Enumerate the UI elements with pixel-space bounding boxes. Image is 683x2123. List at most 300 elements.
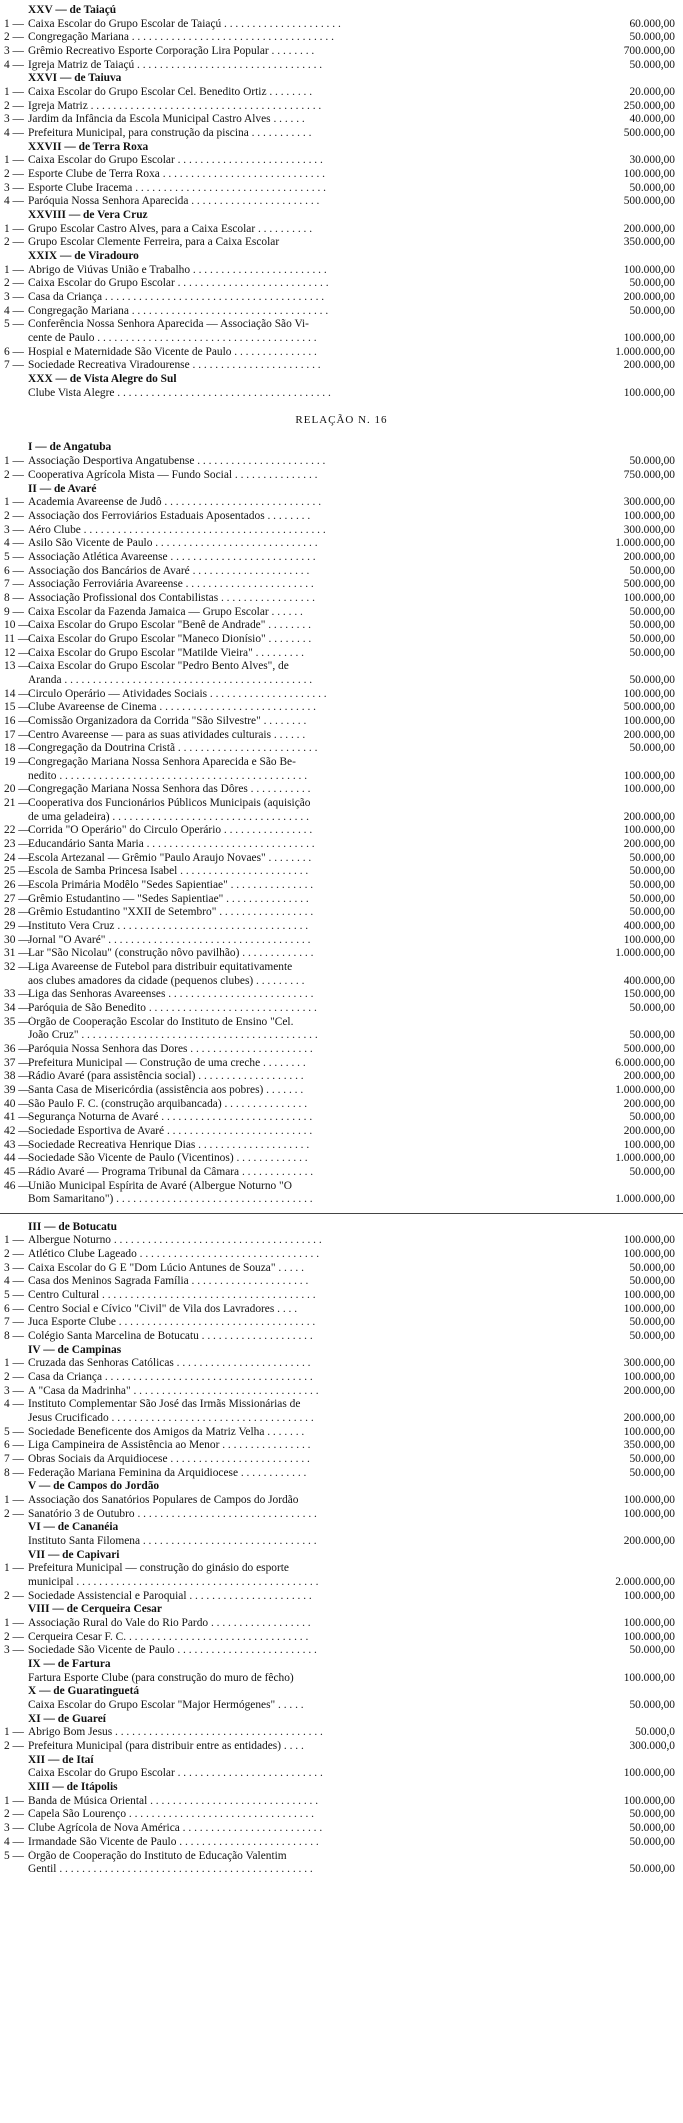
entry-number: 12 — bbox=[4, 646, 30, 659]
section-title: XXX — de Vista Alegre do Sul bbox=[28, 373, 177, 386]
entry-text: Caixa Escolar do Grupo Escolar "Major Hermógenes" . . . . . bbox=[28, 1699, 304, 1712]
entry-line bbox=[0, 1002, 683, 1015]
section-title: X — de Guaratinguetá bbox=[28, 1685, 140, 1698]
entry-amount: 750.000,00 bbox=[623, 468, 675, 481]
entry-amount: 500.000,00 bbox=[623, 578, 675, 591]
section-title: XXVII — de Terra Roxa bbox=[28, 140, 149, 153]
entry-line bbox=[0, 811, 683, 824]
entry-amount: 50.000,00 bbox=[629, 31, 675, 44]
entry-amount: 1.000.000,00 bbox=[615, 345, 675, 358]
entry-amount: 50.000,00 bbox=[629, 1808, 675, 1821]
entry-text: Liga Avareense de Futebol para distribuir equitativamente bbox=[28, 960, 293, 973]
entry-text: Jornal "O Avaré" . . . . . . . . . . . . . . . . . . . . . . . . . . . . . . . . . . . . bbox=[28, 933, 311, 946]
entry-line bbox=[0, 1193, 683, 1206]
entry-number: 3 — bbox=[4, 291, 24, 304]
entry-text: Circulo Operário — Atividades Sociais . . . . . . . . . . . . . . . . . . . . . bbox=[28, 687, 327, 700]
entry-amount: 50.000,00 bbox=[629, 1466, 675, 1479]
entry-text: Congregação Mariana Nossa Senhora Aparecida e São Be- bbox=[28, 755, 296, 768]
section-title: XXIX — de Viradouro bbox=[28, 250, 139, 263]
entry-amount: 100.000,00 bbox=[623, 1671, 675, 1684]
entry-amount: 100.000,00 bbox=[623, 1767, 675, 1780]
entry-number: 1 — bbox=[4, 1794, 24, 1807]
entry-amount: 50.000,00 bbox=[629, 277, 675, 290]
entry-text: Abrigo Bom Jesus . . . . . . . . . . . . . . . . . . . . . . . . . . . . . . . . . . . . . bbox=[28, 1726, 323, 1739]
entry-line bbox=[0, 1043, 683, 1056]
entry-amount: 100.000,00 bbox=[623, 1234, 675, 1247]
entry-text: Caixa Escolar do Grupo Escolar Cel. Benedito Ortiz . . . . . . . . bbox=[28, 86, 313, 98]
entry-amount: 200.000,00 bbox=[623, 222, 675, 235]
entry-amount: 100.000,00 bbox=[623, 386, 675, 399]
entry-number: 44 — bbox=[4, 1152, 30, 1165]
entry-text: Casa dos Meninos Sagrada Família . . . . . . . . . . . . . . . . . . . . . bbox=[28, 1275, 309, 1288]
entry-amount: 100.000,00 bbox=[623, 783, 675, 796]
entry-number: 24 — bbox=[4, 851, 30, 864]
entry-amount: 100.000,00 bbox=[623, 168, 675, 180]
entry-number: 3 — bbox=[4, 113, 24, 126]
entry-text: Rádio Avaré — Programa Tribunal da Câmara . . . . . . . . . . . . . bbox=[28, 1165, 314, 1178]
entry-line bbox=[0, 1166, 683, 1179]
entry-line bbox=[0, 934, 683, 947]
entry-amount: 200.000,00 bbox=[623, 1097, 675, 1110]
entry-amount: 500.000,00 bbox=[623, 1042, 675, 1055]
entry-line bbox=[0, 838, 683, 851]
entry-amount: 500.000,00 bbox=[623, 195, 675, 208]
section-heading bbox=[0, 1603, 683, 1616]
blank-line bbox=[0, 400, 683, 413]
entry-text: Jardim da Infância da Escola Municipal Castro Alves . . . . . . bbox=[28, 113, 305, 126]
entry-line bbox=[0, 633, 683, 646]
entry-text: Gentil . . . . . . . . . . . . . . . . . . . . . . . . . . . . . . . . . . . . . . . . . . . . . bbox=[28, 1863, 313, 1876]
entry-number: 5 — bbox=[4, 1425, 24, 1438]
entry-text: Associação Desportiva Angatubense . . . . . . . . . . . . . . . . . . . . . . . bbox=[28, 455, 326, 468]
entry-text: Asilo São Vicente de Paulo . . . . . . . . . . . . . . . . . . . . . . . . . . . . . bbox=[28, 537, 318, 550]
entry-amount: 100.000,00 bbox=[623, 1507, 675, 1520]
entry-text: Atlético Clube Lageado . . . . . . . . . . . . . . . . . . . . . . . . . . . . . . . . bbox=[28, 1248, 320, 1260]
entry-line bbox=[0, 1357, 683, 1370]
entry-text: Associação Rural do Vale do Rio Pardo . . . . . . . . . . . . . . . . . . bbox=[28, 1617, 311, 1630]
entry-text: Associação dos Bancários de Avaré . . . . . . . . . . . . . . . . . . . . . bbox=[28, 564, 310, 577]
entry-text: Sociedade Assistencial e Paroquial . . . . . . . . . . . . . . . . . . . . . . bbox=[28, 1589, 312, 1602]
entry-number: 1 — bbox=[4, 222, 24, 235]
entry-amount: 100.000,00 bbox=[623, 933, 675, 946]
section-heading bbox=[0, 1549, 683, 1562]
entry-text: Cruzada das Senhoras Católicas . . . . . . . . . . . . . . . . . . . . . . . . bbox=[28, 1357, 311, 1370]
entry-line bbox=[0, 168, 683, 181]
entry-line bbox=[0, 1699, 683, 1712]
entry-number: 45 — bbox=[4, 1165, 30, 1178]
entry-number: 20 — bbox=[4, 783, 30, 796]
entry-number: 7 — bbox=[4, 359, 24, 372]
entry-text: Escola Artezanal — Grêmio "Paulo Araujo Novaes" . . . . . . . . bbox=[28, 851, 312, 864]
entry-line bbox=[0, 86, 683, 99]
entry-line bbox=[0, 1016, 683, 1029]
entry-line bbox=[0, 1234, 683, 1247]
entry-line bbox=[0, 45, 683, 58]
entry-line bbox=[0, 1125, 683, 1138]
entry-amount: 50.000,00 bbox=[629, 564, 675, 577]
section-title: IV — de Campinas bbox=[28, 1343, 122, 1356]
entry-number: 3 — bbox=[4, 181, 24, 194]
entry-text: Paróquia Nossa Senhora das Dores . . . . . . . . . . . . . . . . . . . . . . bbox=[28, 1042, 313, 1055]
section-heading bbox=[0, 1754, 683, 1767]
entry-amount: 300.000,0 bbox=[629, 1740, 675, 1753]
entry-line bbox=[0, 729, 683, 742]
entry-number: 5 — bbox=[4, 1849, 24, 1862]
entry-amount: 1.000.000,00 bbox=[615, 1152, 675, 1165]
entry-text: Caixa Escolar do Grupo Escolar . . . . . . . . . . . . . . . . . . . . . . . . . . bbox=[28, 154, 323, 167]
entry-line bbox=[0, 1822, 683, 1835]
entry-number: 40 — bbox=[4, 1097, 30, 1110]
entry-number: 7 — bbox=[4, 578, 24, 591]
entry-line bbox=[0, 1398, 683, 1411]
entry-amount: 200.000,00 bbox=[623, 359, 675, 372]
entry-line bbox=[0, 852, 683, 865]
entry-text: Federação Mariana Feminina da Arquidiocese . . . . . . . . . . . . bbox=[28, 1466, 307, 1479]
entry-amount: 50.000,00 bbox=[629, 632, 675, 645]
entry-text: Abrigo de Viúvas União e Trabalho . . . . . . . . . . . . . . . . . . . . . . . . bbox=[28, 263, 327, 276]
entry-text: União Municipal Espírita de Avaré (Albergue Noturno "O bbox=[28, 1179, 292, 1192]
entry-amount: 100.000,00 bbox=[623, 714, 675, 727]
entry-text: Caixa Escolar do Grupo Escolar . . . . . . . . . . . . . . . . . . . . . . . . . . bbox=[28, 1767, 323, 1780]
entry-number: 28 — bbox=[4, 906, 30, 919]
entry-line bbox=[0, 647, 683, 660]
entry-line bbox=[0, 1152, 683, 1165]
entry-number: 1 — bbox=[4, 1726, 24, 1739]
entry-amount: 50.000,00 bbox=[629, 673, 675, 686]
entry-line bbox=[0, 1070, 683, 1083]
entry-line bbox=[0, 223, 683, 236]
entry-line bbox=[0, 674, 683, 687]
entry-text: Sociedade Recreativa Viradourense . . . . . . . . . . . . . . . . . . . . . . . bbox=[28, 359, 321, 372]
entry-amount: 100.000,00 bbox=[623, 769, 675, 782]
entry-amount: 500.000,00 bbox=[623, 701, 675, 714]
entry-number: 4 — bbox=[4, 1398, 24, 1411]
entry-line bbox=[0, 947, 683, 960]
entry-line bbox=[0, 756, 683, 769]
entry-number: 4 — bbox=[4, 58, 24, 71]
entry-text: Associação dos Ferroviários Estaduais Aposentados . . . . . . . . bbox=[28, 509, 311, 522]
entry-text: Prefeitura Municipal — Construção de uma creche . . . . . . . . bbox=[28, 1056, 306, 1069]
entry-amount: 50.000,00 bbox=[629, 1835, 675, 1848]
entry-line bbox=[0, 1562, 683, 1575]
entry-amount: 100.000,00 bbox=[623, 1302, 675, 1315]
section-heading bbox=[0, 373, 683, 386]
entry-text: Sociedade Recreativa Henrique Dias . . . . . . . . . . . . . . . . . . . . bbox=[28, 1138, 310, 1151]
entry-amount: 100.000,00 bbox=[623, 1794, 675, 1807]
entry-line bbox=[0, 1303, 683, 1316]
section-heading bbox=[0, 483, 683, 496]
entry-number: 7 — bbox=[4, 1453, 24, 1465]
entry-number: 6 — bbox=[4, 1302, 24, 1315]
entry-line bbox=[0, 1795, 683, 1808]
entry-line bbox=[0, 824, 683, 837]
entry-amount: 50.000,00 bbox=[629, 1316, 675, 1329]
entry-amount: 1.000.000,00 bbox=[615, 947, 675, 960]
entry-number: 7 — bbox=[4, 1316, 24, 1329]
section-title: I — de Angatuba bbox=[28, 441, 112, 454]
entry-line bbox=[0, 1631, 683, 1644]
entry-number: 3 — bbox=[4, 45, 24, 57]
entry-number: 8 — bbox=[4, 591, 24, 604]
entry-text: Sociedade São Vicente de Paulo . . . . . . . . . . . . . . . . . . . . . . . . . bbox=[28, 1644, 317, 1657]
entry-amount: 50.000,00 bbox=[629, 304, 675, 317]
entry-line bbox=[0, 565, 683, 578]
entry-number: 9 — bbox=[4, 605, 24, 618]
entry-number: 8 — bbox=[4, 1466, 24, 1479]
section-title: VIII — de Cerqueira Cesar bbox=[28, 1603, 162, 1616]
entry-line bbox=[0, 715, 683, 728]
entry-line bbox=[0, 893, 683, 906]
entry-line bbox=[0, 1590, 683, 1603]
entry-text: Caixa Escolar do Grupo Escolar "Benê de Andrade" . . . . . . . . bbox=[28, 619, 311, 632]
entry-amount: 200.000,00 bbox=[623, 728, 675, 741]
entry-line bbox=[0, 1672, 683, 1685]
entry-text: Prefeitura Municipal, para construção da piscina . . . . . . . . . . . bbox=[28, 127, 312, 139]
entry-line bbox=[0, 742, 683, 755]
entry-amount: 50.000,00 bbox=[629, 605, 675, 618]
section-title: XXVIII — de Vera Cruz bbox=[28, 209, 148, 221]
entry-line bbox=[0, 879, 683, 892]
entry-text: Centro Cultural . . . . . . . . . . . . . . . . . . . . . . . . . . . . . . . . . . . . . . bbox=[28, 1289, 316, 1301]
entry-line bbox=[0, 797, 683, 810]
entry-number: 2 — bbox=[4, 1248, 24, 1260]
section-title: XXV — de Taiaçú bbox=[28, 4, 117, 16]
entry-text: Casa da Criança . . . . . . . . . . . . . . . . . . . . . . . . . . . . . . . . . . . . . . . bbox=[28, 291, 325, 304]
entry-text: Clube Avareense de Cinema . . . . . . . . . . . . . . . . . . . . . . . . . . . . bbox=[28, 701, 316, 714]
entry-line bbox=[0, 1439, 683, 1452]
entry-number: 1 — bbox=[4, 17, 24, 30]
section-heading bbox=[0, 1685, 683, 1698]
entry-text: nedito . . . . . . . . . . . . . . . . . . . . . . . . . . . . . . . . . . . . . . . . . . . . bbox=[28, 769, 308, 782]
entry-text: Caixa Escolar do Grupo Escolar . . . . . . . . . . . . . . . . . . . . . . . . . . . bbox=[28, 277, 329, 290]
entry-line bbox=[0, 1426, 683, 1439]
entry-text: Igreja Matriz de Taiaçú . . . . . . . . . . . . . . . . . . . . . . . . . . . . . . . . . bbox=[28, 58, 323, 71]
entry-amount: 200.000,00 bbox=[623, 1070, 675, 1083]
entry-text: Juca Esporte Clube . . . . . . . . . . . . . . . . . . . . . . . . . . . . . . . . . . . bbox=[28, 1316, 316, 1329]
entry-text: Instituto Vera Cruz . . . . . . . . . . . . . . . . . . . . . . . . . . . . . . . . . . bbox=[28, 919, 309, 932]
entry-text: Congregação Mariana . . . . . . . . . . . . . . . . . . . . . . . . . . . . . . . . . . . . bbox=[28, 31, 334, 44]
entry-number: 4 — bbox=[4, 1275, 24, 1288]
entry-text: Escola de Samba Princesa Isabel . . . . . . . . . . . . . . . . . . . . . . . bbox=[28, 865, 309, 878]
entry-number: 35 — bbox=[4, 1015, 30, 1028]
entry-line bbox=[0, 291, 683, 304]
entry-number: 1 — bbox=[4, 1562, 24, 1575]
entry-line bbox=[0, 1248, 683, 1261]
entry-number: 26 — bbox=[4, 878, 30, 891]
entry-text: Igreja Matriz . . . . . . . . . . . . . . . . . . . . . . . . . . . . . . . . . . . . . . . . . bbox=[28, 99, 322, 112]
entry-text: Irmandade São Vicente de Paulo . . . . . . . . . . . . . . . . . . . . . . . . . bbox=[28, 1835, 319, 1848]
entry-line bbox=[0, 277, 683, 290]
entry-number: 2 — bbox=[4, 277, 24, 290]
entry-text: Grêmio Estudantino — "Sedes Sapientiae" . . . . . . . . . . . . . . . bbox=[28, 892, 309, 905]
entry-text: Prefeitura Municipal (para distribuir entre as entidades) . . . . bbox=[28, 1740, 304, 1753]
entry-line bbox=[0, 1029, 683, 1042]
entry-number: 2 — bbox=[4, 1371, 24, 1383]
entry-amount: 50.000,00 bbox=[629, 851, 675, 864]
entry-line bbox=[0, 783, 683, 796]
entry-number: 15 — bbox=[4, 701, 30, 714]
entry-amount: 50.000,00 bbox=[629, 1822, 675, 1835]
entry-amount: 50.000,00 bbox=[629, 892, 675, 905]
entry-number: 21 — bbox=[4, 796, 30, 809]
section-title: XI — de Guareí bbox=[28, 1712, 106, 1725]
entry-amount: 150.000,00 bbox=[623, 988, 675, 1001]
entry-amount: 1.000.000,00 bbox=[615, 1193, 675, 1206]
section-title: XXVI — de Taiuva bbox=[28, 72, 122, 85]
entry-amount: 60.000,00 bbox=[629, 17, 675, 30]
entry-number: 38 — bbox=[4, 1070, 30, 1083]
entry-text: Caixa Escolar do Grupo Escolar de Taiaçú . . . . . . . . . . . . . . . . . . . . . bbox=[28, 17, 341, 30]
entry-line bbox=[0, 1371, 683, 1384]
entry-number: 29 — bbox=[4, 919, 30, 932]
entry-text: Cooperativa Agrícola Mista — Fundo Social . . . . . . . . . . . . . . . bbox=[28, 468, 318, 481]
entry-line bbox=[0, 660, 683, 673]
entry-line bbox=[0, 1726, 683, 1739]
entry-text: Centro Social e Cívico "Civil" de Vila dos Lavradores . . . . bbox=[28, 1302, 298, 1315]
entry-text: Caixa Escolar do Grupo Escolar "Maneco Dionísio" . . . . . . . . bbox=[28, 632, 312, 645]
entry-number: 27 — bbox=[4, 892, 30, 905]
entry-number: 2 — bbox=[4, 236, 24, 249]
entry-text: Órgão de Cooperação Escolar do Instituto de Ensino "Cel. bbox=[28, 1015, 294, 1028]
entry-text: Congregação da Doutrina Cristã . . . . . . . . . . . . . . . . . . . . . . . . . bbox=[28, 742, 318, 755]
entry-number: 6 — bbox=[4, 564, 24, 577]
entry-text: Educandário Santa Maria . . . . . . . . . . . . . . . . . . . . . . . . . . . . . . bbox=[28, 837, 315, 850]
entry-text: Paróquia de São Benedito . . . . . . . . . . . . . . . . . . . . . . . . . . . . . . bbox=[28, 1001, 317, 1014]
entry-text: Aéro Clube . . . . . . . . . . . . . . . . . . . . . . . . . . . . . . . . . . . . . . . . . . . bbox=[28, 523, 326, 536]
section-heading bbox=[0, 1781, 683, 1794]
entry-number: 4 — bbox=[4, 195, 24, 208]
entry-number: 1 — bbox=[4, 1234, 24, 1247]
entry-number: 22 — bbox=[4, 824, 30, 837]
entry-line bbox=[0, 1576, 683, 1589]
entry-amount: 300.000,00 bbox=[623, 1357, 675, 1370]
entry-text: Associação Profissional dos Contabilistas . . . . . . . . . . . . . . . . . bbox=[28, 591, 315, 604]
entry-text: Conferência Nossa Senhora Aparecida — Associação São Vi- bbox=[28, 318, 309, 331]
entry-amount: 100.000,00 bbox=[623, 824, 675, 837]
entry-amount: 50.000,00 bbox=[629, 865, 675, 878]
entry-number: 3 — bbox=[4, 1261, 24, 1274]
entry-amount: 2.000.000,00 bbox=[615, 1576, 675, 1589]
entry-amount: 50.000,00 bbox=[629, 619, 675, 632]
entry-amount: 300.000,00 bbox=[623, 496, 675, 509]
entry-amount: 200.000,00 bbox=[623, 1412, 675, 1424]
entry-line bbox=[0, 688, 683, 701]
entry-amount: 100.000,00 bbox=[623, 263, 675, 276]
entry-line bbox=[0, 1535, 683, 1548]
entry-amount: 50.000,00 bbox=[629, 1699, 675, 1712]
entry-number: 1 — bbox=[4, 496, 24, 509]
entry-text: Associação Atlética Avareense . . . . . . . . . . . . . . . . . . . . . . . . . . bbox=[28, 550, 316, 563]
entry-number: 17 — bbox=[4, 728, 30, 741]
section-heading bbox=[0, 4, 683, 17]
section-heading bbox=[0, 1480, 683, 1493]
entry-text: Associação dos Sanatórios Populares de Campos do Jordão bbox=[28, 1494, 299, 1506]
entry-number: 3 — bbox=[4, 523, 24, 536]
entry-amount: 250.000,00 bbox=[623, 99, 675, 112]
entry-number: 4 — bbox=[4, 1835, 24, 1848]
entry-line bbox=[0, 1412, 683, 1425]
entry-number: 6 — bbox=[4, 345, 24, 358]
entry-text: Sociedade Esportiva de Avaré . . . . . . . . . . . . . . . . . . . . . . . . . . bbox=[28, 1124, 313, 1137]
entry-line bbox=[0, 113, 683, 126]
relation-title bbox=[0, 414, 683, 427]
entry-text: municipal . . . . . . . . . . . . . . . . . . . . . . . . . . . . . . . . . . . . . . . . . . . bbox=[28, 1576, 319, 1589]
entry-text: Associação Ferroviária Avareense . . . . . . . . . . . . . . . . . . . . . . . bbox=[28, 578, 314, 591]
entry-number: 2 — bbox=[4, 99, 24, 112]
entry-amount: 50.000,00 bbox=[629, 58, 675, 71]
entry-amount: 30.000,00 bbox=[629, 154, 675, 167]
entry-text: Casa da Criança . . . . . . . . . . . . . . . . . . . . . . . . . . . . . . . . . . . . . bbox=[28, 1371, 313, 1383]
section-title: VII — de Capivari bbox=[28, 1548, 120, 1561]
entry-text: Liga Campineira de Assistência ao Menor . . . . . . . . . . . . . . . . bbox=[28, 1439, 311, 1452]
entry-number: 36 — bbox=[4, 1042, 30, 1055]
entry-text: Caixa Escolar da Fazenda Jamaica — Grupo Escolar . . . . . . bbox=[28, 605, 303, 618]
entry-number: 16 — bbox=[4, 714, 30, 727]
entry-text: Lar "São Nicolau" (construção nôvo pavilhão) . . . . . . . . . . . . . bbox=[28, 947, 314, 960]
entry-text: Órgão de Cooperação do Instituto de Educação Valentim bbox=[28, 1849, 287, 1862]
entry-amount: 100.000,00 bbox=[623, 1289, 675, 1301]
entry-text: Sociedade Beneficente dos Amigos da Matriz Velha . . . . . . . bbox=[28, 1425, 305, 1438]
entry-amount: 50.000,00 bbox=[629, 906, 675, 919]
entry-text: aos clubes amadores da cidade (pequenos clubes) . . . . . . . . . bbox=[28, 974, 305, 987]
entry-text: Liga das Senhoras Avareenses . . . . . . . . . . . . . . . . . . . . . . . . . . bbox=[28, 988, 314, 1001]
entry-amount: 350.000,00 bbox=[623, 1439, 675, 1452]
entry-text: Albergue Noturno . . . . . . . . . . . . . . . . . . . . . . . . . . . . . . . . . . . . . bbox=[28, 1234, 322, 1247]
entry-number: 5 — bbox=[4, 550, 24, 563]
entry-text: Paróquia Nossa Senhora Aparecida . . . . . . . . . . . . . . . . . . . . . . . bbox=[28, 195, 320, 208]
entry-amount: 100.000,00 bbox=[623, 591, 675, 604]
entry-text: Corrida "O Operário" do Circulo Operário . . . . . . . . . . . . . . . . bbox=[28, 824, 313, 837]
entry-amount: 300.000,00 bbox=[623, 523, 675, 536]
entry-amount: 100.000,00 bbox=[623, 1371, 675, 1383]
entry-amount: 1.000.000,00 bbox=[615, 1083, 675, 1096]
entry-number: 8 — bbox=[4, 1330, 24, 1342]
entry-text: Aranda . . . . . . . . . . . . . . . . . . . . . . . . . . . . . . . . . . . . . . . . . . . . bbox=[28, 673, 313, 686]
entry-line bbox=[0, 346, 683, 359]
entry-line bbox=[0, 1863, 683, 1876]
entry-text: Comissão Organizadora da Corrida "São Silvestre" . . . . . . . . bbox=[28, 714, 307, 727]
entry-line bbox=[0, 701, 683, 714]
entry-number: 2 — bbox=[4, 1589, 24, 1602]
entry-number: 2 — bbox=[4, 1630, 24, 1643]
entry-number: 5 — bbox=[4, 1289, 24, 1301]
entry-number: 2 — bbox=[4, 468, 24, 481]
section-heading bbox=[0, 1713, 683, 1726]
entry-number: 30 — bbox=[4, 933, 30, 946]
entry-line bbox=[0, 537, 683, 550]
entry-amount: 50.000,00 bbox=[629, 1111, 675, 1124]
section-heading bbox=[0, 1521, 683, 1534]
section-title: III — de Botucatu bbox=[28, 1220, 117, 1233]
entry-line bbox=[0, 469, 683, 482]
entry-amount: 700.000,00 bbox=[623, 45, 675, 57]
section-title: V — de Campos do Jordão bbox=[28, 1480, 160, 1493]
entry-text: A "Casa da Madrinha" . . . . . . . . . . . . . . . . . . . . . . . . . . . . . . . . . bbox=[28, 1384, 319, 1397]
entry-amount: 100.000,00 bbox=[623, 509, 675, 522]
entry-amount: 200.000,00 bbox=[623, 291, 675, 304]
entry-amount: 100.000,00 bbox=[623, 1138, 675, 1151]
entry-number: 3 — bbox=[4, 1644, 24, 1657]
entry-text: Academia Avareense de Judô . . . . . . . . . . . . . . . . . . . . . . . . . . . . bbox=[28, 496, 322, 509]
entry-amount: 50.000,00 bbox=[629, 1261, 675, 1274]
entry-text: Esporte Clube de Terra Roxa . . . . . . . . . . . . . . . . . . . . . . . . . . . . . bbox=[28, 168, 326, 180]
entry-number: 2 — bbox=[4, 168, 24, 180]
entry-line bbox=[0, 1385, 683, 1398]
entry-text: Cooperativa dos Funcionários Públicos Municipais (aquisição bbox=[28, 796, 311, 809]
entry-number: 1 — bbox=[4, 1617, 24, 1630]
entry-text: RELAÇÃO N. 16 bbox=[295, 414, 388, 427]
entry-amount: 50.000,00 bbox=[629, 878, 675, 891]
